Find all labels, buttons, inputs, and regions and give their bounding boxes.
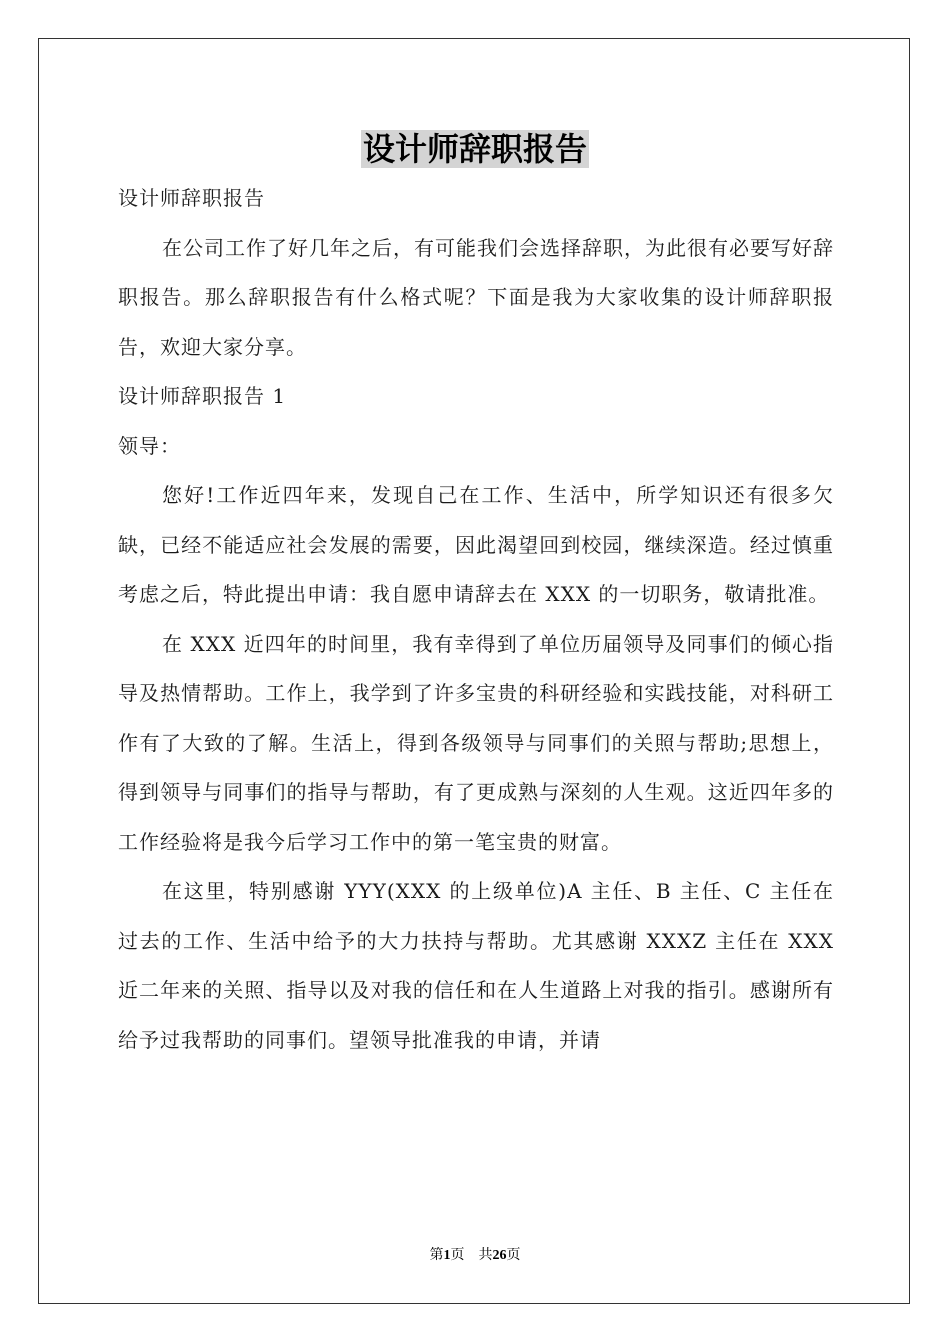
document-body: [118, 174, 834, 1065]
paragraph-intro: 在公司工作了好几年之后，有可能我们会选择辞职，为此很有必要写好辞职报告。那么辞职报告有什么格式呢？下面是我为大家收集的设计师辞职报告，欢迎大家分享。: [118, 235, 834, 359]
footer-total-suffix: 页: [506, 1248, 521, 1263]
document-title: [0, 124, 950, 174]
paragraph-body-1: 您好!工作近四年来，发现自己在工作、生活中，所学知识还有很多欠缺，已经不能适应社会发展的需要，因此渴望回到校园，继续深造。经过慎重考虑之后，特此提出申请：我自愿申请辞去在 XXX 的一切职务，敬请批准。: [118, 483, 834, 606]
footer-total-prefix: 共: [478, 1248, 493, 1263]
footer-prefix: 第: [429, 1248, 444, 1263]
paragraph-body-2: 在 XXX 近四年的时间里，我有幸得到了单位历届领导及同事们的倾心指导及热情帮助。工作上，我学到了许多宝贵的科研经验和实践技能，对科研工作有了大致的了解。生活上，得到各级领导与同事们的关照与帮助;思想上，得到领导与同事们的指导与帮助，有了更成熟与深刻的人生观。这近四年多的工作经验将是我今后学习工作中的第一笔宝贵的财富。: [118, 631, 834, 854]
document-title-text: 设计师辞职报告: [362, 130, 587, 168]
paragraph-heading: 设计师辞职报告: [118, 186, 265, 210]
footer-page-suffix: 页: [450, 1248, 465, 1263]
footer-total-pages: 26: [492, 1248, 507, 1263]
footer-page-number: 1: [443, 1248, 451, 1263]
salutation: 领导：: [118, 433, 181, 458]
paragraph-body-3: 在这里，特别感谢 YYY(XXX 的上级单位)A 主任、B 主任、C 主任在过去的工作、生活中给予的大力扶持与帮助。尤其感谢 XXXZ 主任在 XXX 近二年来的关照、指导以及对我的信任和在人生道路上对我的指引。感谢所有给予过我帮助的同事们。望领导批准我的申请，并请: [118, 879, 834, 1052]
page-footer: [0, 1244, 950, 1264]
section-heading: 设计师辞职报告 1: [118, 384, 287, 408]
